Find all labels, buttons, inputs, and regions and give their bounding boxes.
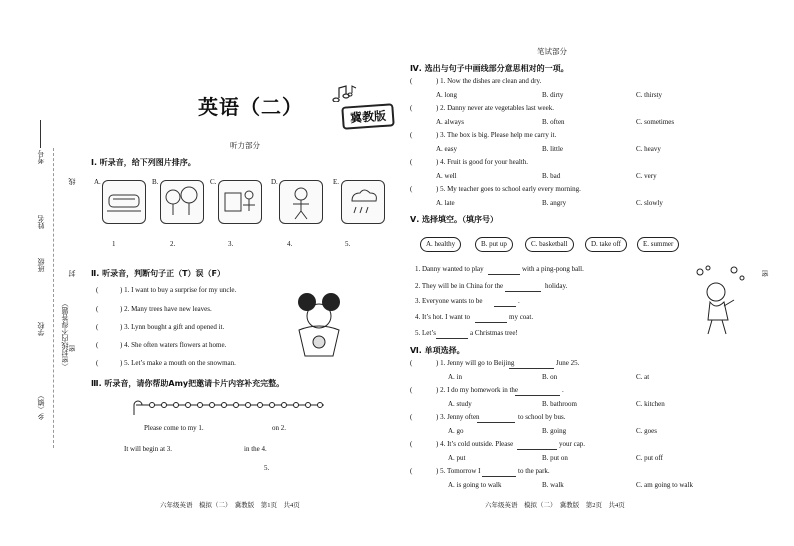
part6-q4-bracket: ( [410,440,413,448]
seal-char-mi: 密 [68,345,76,352]
seal-note: （密封线内不得答题） [61,300,69,370]
option-a: A. healthy [420,237,461,252]
part2-bracket-2: ( [96,305,99,313]
part6-q1-bracket: ( [410,359,413,367]
class-label: 班级 [37,258,45,272]
part6-q4a: ) 4. It’s cold outside. Please [436,440,514,448]
part5-s4b: my coat. [509,313,534,321]
part4-q4-b: B. bad [542,172,561,180]
pic-letter-d: D. [271,178,278,186]
pic-letter-a: A. [94,178,101,186]
part5-s3b: . [518,297,520,305]
written-section-title: 笔试部分 [537,47,567,56]
part4-q3-b: B. little [542,145,563,153]
music-note-icon [332,84,362,104]
part2-item-3: ) 3. Lynn bought a gift and opened it. [120,323,225,331]
card-line-1a: Please come to my 1. [144,424,204,432]
part5-s4a: 4. It’s hot. I want to [415,313,471,321]
trees-icon [160,180,204,224]
exam-number-label: 考号 [37,150,45,164]
part5-heading: Ⅴ. 选择填空。（填序号） [410,215,499,224]
part5-s1a: 1. Danny wanted to play [415,265,484,273]
part4-q4-a: A. well [436,172,457,180]
part6-q1-b: B. on [542,373,558,381]
exam-number-blank [40,120,41,148]
part6-q5-c: C. am going to walk [636,481,693,489]
part4-heading: Ⅳ. 选出与句子中画线部分意思相对的一项。 [410,64,569,73]
girl-icon [279,180,323,224]
part4-q3-c: C. heavy [636,145,661,153]
part4-q1: ) 1. Now the dishes are clean and dry. [436,77,542,85]
card-line-1b: on 2. [272,424,286,432]
mouse-cartoon-icon [285,290,355,367]
pic-letter-e: E. [333,178,340,186]
listening-section-title: 听力部分 [230,141,260,150]
part6-q5-bracket: ( [410,467,413,475]
part5-s1b: with a ping-pong ball. [522,265,584,273]
part6-q1a: ) 1. Jenny will go to Beijing [436,359,515,367]
part6-heading: Ⅵ. 单项选择。 [410,346,465,355]
part5-s5b: a Christmas tree! [470,329,518,337]
part5-s5a: 5. Let’s [415,329,436,337]
part6-q2a: ) 2. I do my homework in the [436,386,519,394]
seal-char-feng: 封 [68,270,76,277]
name-label: 姓名 [37,215,45,229]
part6-q2-b: B. bathroom [542,400,577,408]
pic-number-2: 2. [170,240,176,248]
part6-q3-b: B. going [542,427,567,435]
part6-q3-a: A. go [448,427,464,435]
part4-q2-b: B. often [542,118,565,126]
pic-letter-c: C. [210,178,217,186]
part4-q3: ) 3. The box is big. Please help me carry it. [436,131,557,139]
part6-q5b: to the park. [518,467,550,475]
pic-letter-b: B. [152,178,159,186]
part6-q4-a: A. put [448,454,466,462]
boy-bubbles-icon [690,262,750,344]
seal-line [53,148,54,448]
weather-icon [341,180,385,224]
part5-s2a: 2. They will be in China for the [415,282,504,290]
part2-bracket-4: ( [96,341,99,349]
part4-q5: ) 5. My teacher goes to school early every morning. [436,185,581,193]
part6-q4b: your cap. [559,440,586,448]
card-line-3: 5. [264,464,270,472]
part6-q2-a: A. study [448,400,472,408]
part2-bracket-1: ( [96,286,99,294]
pic-number-5: 5. [345,240,351,248]
part6-q1b: June 25. [556,359,580,367]
part4-q1-bracket: ( [410,77,413,85]
part6-q2-c: C. kitchen [636,400,665,408]
part4-q5-b: B. angry [542,199,567,207]
train-icon [102,180,146,224]
footer-page-2: 六年级英语 模拟（二） 冀教版 第2页 共4页 [485,502,625,509]
right-margin-mark: 密 [761,270,769,277]
option-b: B. put up [475,237,513,252]
part6-q3a: ) 3. Jenny often [436,413,480,421]
part4-q5-a: A. late [436,199,455,207]
part4-q3-a: A. easy [436,145,457,153]
edition-stamp: 冀教版 [341,103,394,130]
part1-heading: Ⅰ. 听录音，给下列图片排序。 [91,158,196,167]
pic-number-1: 1 [112,240,116,248]
school-label: 学校 [37,322,45,336]
part6-q4-b: B. put on [542,454,568,462]
page-title: 英语（二） [198,95,303,119]
part6-q2b: . [562,386,564,394]
part4-q1-c: C. thirsty [636,91,663,99]
part6-q3-bracket: ( [410,413,413,421]
part2-item-4: ) 4. She often waters flowers at home. [120,341,227,349]
part4-q5-c: C. slowly [636,199,663,207]
town-label: 乡（镇） [37,392,45,420]
part6-q2-bracket: ( [410,386,413,394]
part4-q4-c: C. very [636,172,657,180]
part4-q2-bracket: ( [410,104,413,112]
part6-q1-a: A. in [448,373,462,381]
part5-s2b: holiday. [545,282,568,290]
part4-q2: ) 2. Danny never ate vegetables last week. [436,104,554,112]
part6-q4-c: C. put off [636,454,663,462]
invitation-card-binder [124,397,329,419]
part2-item-2: ) 2. Many trees have new leaves. [120,305,212,313]
part4-q1-a: A. long [436,91,457,99]
part4-q4: ) 4. Fruit is good for your health. [436,158,528,166]
part4-q2-c: C. sometimes [636,118,675,126]
part4-q5-bracket: ( [410,185,413,193]
part4-q3-bracket: ( [410,131,413,139]
part6-q5-a: A. is going to walk [448,481,502,489]
part2-item-1: ) 1. I want to buy a surprise for my uncle. [120,286,237,294]
part3-heading: Ⅲ. 听录音，请你帮助Amy把邀请卡片内容补充完整。 [91,379,285,388]
part4-q1-b: B. dirty [542,91,564,99]
part2-item-5: ) 5. Let’s make a mouth on the snowman. [120,359,236,367]
part4-q4-bracket: ( [410,158,413,166]
part6-q3-c: C. goes [636,427,657,435]
card-line-2a: It will begin at 3. [124,445,173,453]
part2-bracket-5: ( [96,359,99,367]
footer-page-1: 六年级英语 模拟（二） 冀教版 第1页 共4页 [160,502,300,509]
part6-q1-c: C. at [636,373,650,381]
part6-q5-b: B. walk [542,481,564,489]
part5-s3a: 3. Everyone wants to be [415,297,483,305]
option-e: E. summer [637,237,679,252]
pic-number-3: 3. [228,240,234,248]
part6-q5a: ) 5. Tomorrow I [436,467,481,475]
pic-number-4: 4. [287,240,293,248]
seal-char-xian: 线 [68,178,76,185]
card-line-2b: in the 4. [244,445,267,453]
part2-heading: Ⅱ. 听录音，判断句子正（T）误（F） [91,269,226,278]
part2-bracket-3: ( [96,323,99,331]
option-c: C. basketball [525,237,574,252]
part4-q2-a: A. always [436,118,464,126]
option-d: D. take off [585,237,627,252]
part6-q3b: to school by bus. [518,413,566,421]
room-icon [218,180,262,224]
